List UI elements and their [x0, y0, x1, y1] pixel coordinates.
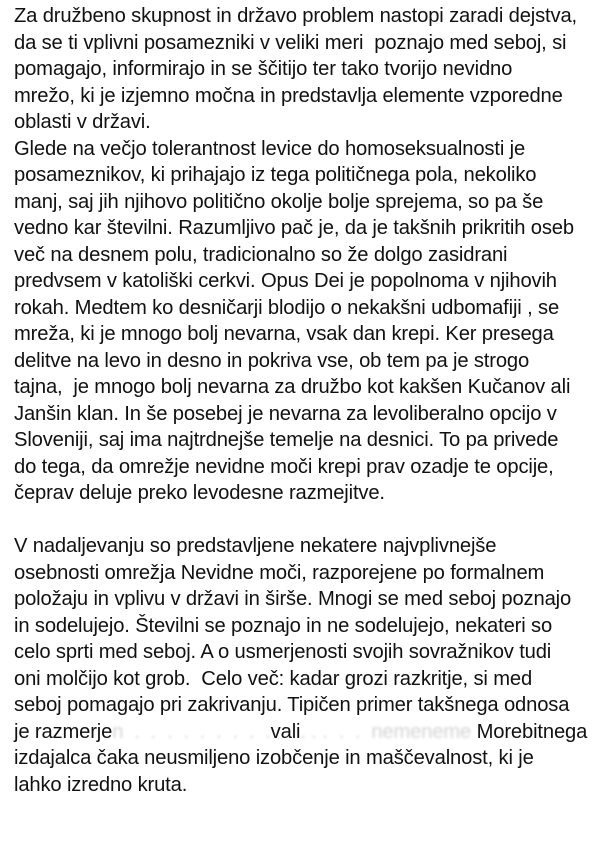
- text-line: in sodelujejo. Številni se poznajo in ne sodelujejo, nekateri so: [14, 614, 553, 637]
- text-line: do tega, da omrežje nevidne moči krepi prav ozadje te opcije,: [14, 455, 554, 478]
- text-fragment: vali: [270, 720, 301, 743]
- paragraph-2: [14, 533, 600, 798]
- text-line: lahko izredno kruta.: [14, 773, 188, 796]
- text-line: Glede na večjo tolerantnost levice do homoseksualnosti je: [14, 137, 526, 160]
- text-line: oblasti v državi.: [14, 111, 151, 133]
- text-line: Janšin klan. In še posebej je nevarna za levoliberalno opcijo v: [14, 402, 557, 425]
- text-line: seboj pomagajo pri zakrivanju. Tipičen primer takšnega odnosa: [14, 694, 570, 716]
- document-body: [14, 3, 600, 798]
- obscured-text: n . . . . . . . . .: [112, 720, 271, 743]
- text-line: posameznikov, ki prihajajo iz tega političnega pola, nekoliko: [14, 164, 537, 186]
- obscured-text-line: [14, 719, 600, 746]
- text-line: izdajalca čaka neusmiljeno izobčenje in maščevalnost, ki je: [14, 747, 534, 769]
- text-line: da se ti vplivni posamezniki v veliki meri poznajo med seboj, si: [14, 31, 567, 54]
- obscured-text: . . . . . nemeneme: [300, 720, 472, 743]
- text-line: mreža, ki je mnogo bolj nevarna, vsak dan krepi. Ker presega: [14, 323, 554, 345]
- text-line: vedno kar številni. Razumljivo pač je, da je takšnih prikritih oseb: [14, 217, 574, 239]
- text-line: manj, saj jih njihovo politično okolje bolje sprejema, so pa še: [14, 190, 544, 213]
- text-line: tajna, je mnogo bolj nevarna za družbo kot kakšen Kučanov ali: [14, 376, 571, 398]
- text-line: pomagajo, informirajo in se ščitijo ter tako tvorijo nevidno: [14, 58, 513, 80]
- text-line: več na desnem polu, tradicionalno so že dolgo zasidrani: [14, 243, 508, 266]
- text-line: delitve na levo in desno in pokriva vse, ob tem pa je strogo: [14, 349, 530, 372]
- text-fragment: je razmerje: [14, 720, 113, 743]
- paragraph-spacer: [14, 507, 600, 534]
- text-line: mrežo, ki je izjemno močna in predstavlja elemente vzporedne: [14, 84, 563, 107]
- text-fragment: Morebitnega: [471, 720, 588, 743]
- text-line: Sloveniji, saj ima najtrdnejše temelje na desnici. To pa privede: [14, 429, 559, 451]
- text-line: rokah. Medtem ko desničarji blodijo o nekakšni udbomafiji , se: [14, 296, 560, 319]
- paragraph-1: [14, 3, 600, 507]
- text-line: osebnosti omrežja Nevidne moči, razporejene po formalnem: [14, 561, 545, 584]
- text-line: predvsem v katoliški cerkvi. Opus Dei je popolnoma v njihovih: [14, 270, 557, 292]
- text-line: celo sprti med seboj. A o usmerjenosti svojih sovražnikov tudi: [14, 641, 552, 663]
- text-line: V nadaljevanju so predstavljene nekatere najvplivnejše: [14, 535, 497, 557]
- text-line: položaju in vplivu v državi in širše. Mnogi se med seboj poznajo: [14, 588, 572, 610]
- text-line: oni molčijo kot grob. Celo več: kadar grozi razkritje, si med: [14, 667, 533, 690]
- text-line: Za družbeno skupnost in državo problem nastopi zaradi dejstva,: [14, 5, 577, 27]
- text-line: čeprav deluje preko levodesne razmejitve.: [14, 482, 385, 504]
